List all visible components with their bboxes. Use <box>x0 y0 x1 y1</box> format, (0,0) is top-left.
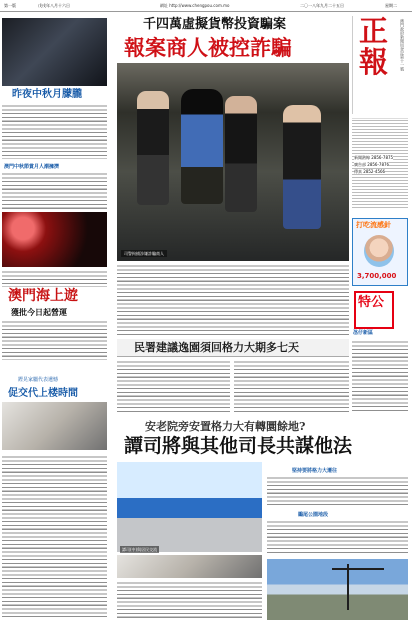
ad-baby-image <box>364 235 394 267</box>
middle-headline: 民署建議逸園須回格力大期多七天 <box>134 341 299 354</box>
masthead-info-panel <box>352 118 408 210</box>
ad-title: 打吃流感針 <box>356 221 391 229</box>
info-line-2: 廣告部 2856-7876 <box>354 162 390 167</box>
middle-text-right <box>234 360 349 412</box>
construction-crane-arm <box>332 568 384 570</box>
lead-headline: 報案商人被控詐騙 <box>124 35 292 60</box>
left-mid-text <box>2 270 107 287</box>
section-label: 第一版 <box>4 3 16 8</box>
officer-right-figure <box>225 96 257 212</box>
left-bottom-headline: 促交代上楼時間 <box>8 388 78 399</box>
construction-crane-shape <box>347 564 349 610</box>
lead-photo-caption: 司警拘捕涉嫌詐騙商人 <box>121 250 167 257</box>
ad-amount: 3,700,000 <box>357 272 397 280</box>
info-line-1: 新聞熱線 2856-7875 <box>354 155 394 160</box>
side-badge-box <box>354 291 394 329</box>
suspect-figure <box>181 89 223 204</box>
side-badge-label: 特公 <box>358 295 385 310</box>
website-url: 網址 http://www.chengpou.com.mo <box>160 3 230 8</box>
registration-text: 澳門政府新聞局登記第十一號 <box>400 19 405 71</box>
left-bottom-text <box>2 455 107 620</box>
side-text <box>352 340 408 412</box>
info-line-3: 傳真 2852-4566 <box>354 169 386 174</box>
gregorian-date: 二〇一八年九月二十五日 <box>300 3 344 8</box>
officer-far-right-figure <box>283 105 321 229</box>
side-headline: 氹仔新區 <box>353 330 374 336</box>
bottom-right-photo <box>267 559 408 620</box>
bottom-photo-2 <box>117 555 262 578</box>
left-mid-headline-1: 澳門海上遊 <box>8 288 78 304</box>
left-bottom-photo <box>2 402 107 450</box>
left-top-photo <box>2 18 107 86</box>
bottom-right-text-2 <box>267 520 408 554</box>
bottom-headline: 譚司將與其他司長共謀他法 <box>124 435 353 457</box>
left-mid-headline-2: 獲批今日起營運 <box>11 307 67 317</box>
ad-block <box>352 218 408 286</box>
masthead-title: 正報 <box>359 14 389 79</box>
left-top-text <box>2 104 107 159</box>
left-mid-lower-text <box>2 320 107 360</box>
bottom-photo-caption: 譚司(中)與居民交流 <box>122 547 158 552</box>
middle-headline-band <box>117 339 349 357</box>
lead-main-photo <box>117 63 349 261</box>
bottom-kicker-text: 安老院旁安置格力大有轉圜餘地? <box>145 420 306 433</box>
weekday: 星期二 <box>385 3 397 8</box>
left-red-photo <box>2 212 107 267</box>
top-bar <box>0 0 412 12</box>
left-top-headline: 昨夜中秋月朦朧 <box>12 89 82 100</box>
masthead-block <box>352 16 408 114</box>
middle-text-left <box>117 360 230 412</box>
bottom-right-text-1 <box>267 476 408 506</box>
bottom-photo-1 <box>117 462 262 552</box>
bottom-article-text <box>117 581 262 620</box>
left-bottom-kicker: 鏗晃家屬代表遺憾 <box>18 377 59 383</box>
lead-article-text <box>117 264 349 336</box>
left-sub-headline: 澳門中秋節賞月人潮擁擠 <box>4 164 60 170</box>
masthead-vertical-note <box>393 19 405 107</box>
lead-kicker: 千四萬虛擬貨幣投資騙案 <box>143 17 287 32</box>
lunar-date: 戊戌年八月十六日 <box>38 3 70 8</box>
bottom-right-title-2: 鵰尾公園地段 <box>298 512 329 518</box>
bottom-kicker <box>145 420 335 434</box>
left-sub-text <box>2 172 107 209</box>
officer-left-figure <box>137 91 169 205</box>
bottom-right-title-1: 堅持要將格力大遷往 <box>292 468 338 474</box>
